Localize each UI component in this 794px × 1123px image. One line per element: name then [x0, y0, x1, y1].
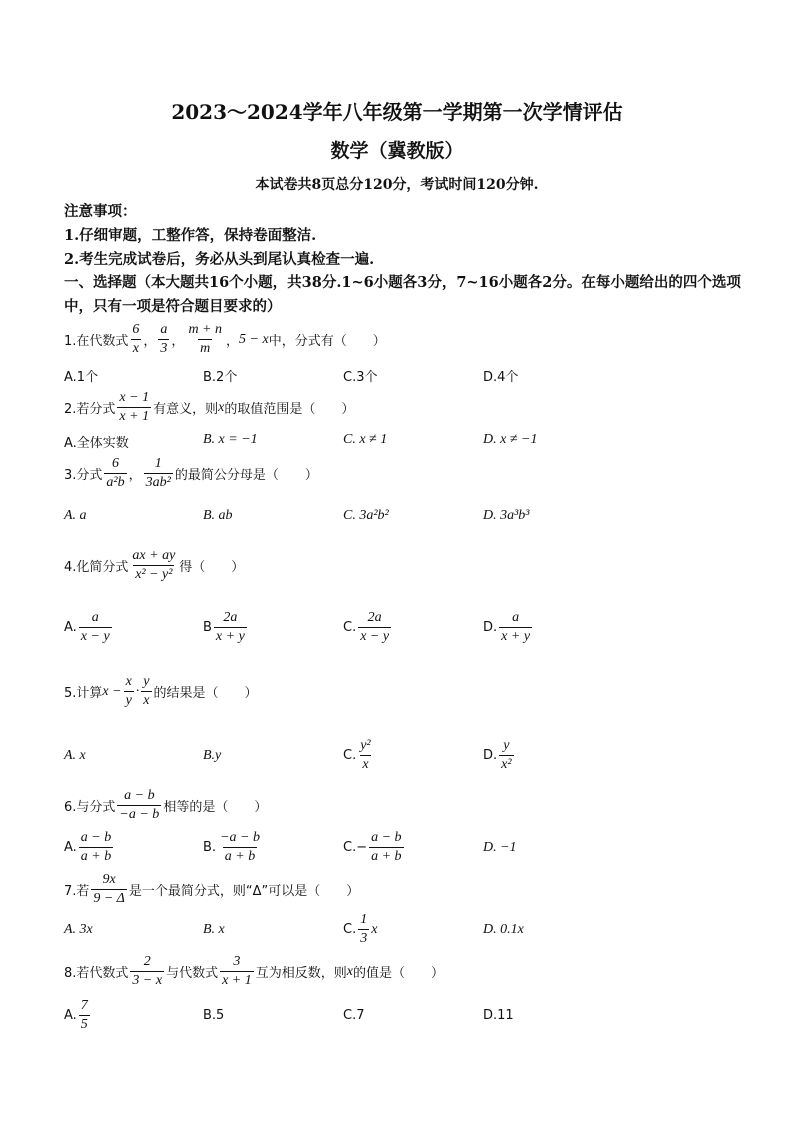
option-b[interactable]: B.2个: [203, 370, 238, 385]
option-c[interactable]: C. $\frac{\text{y²}}{x}$: [343, 738, 371, 772]
fraction: $\frac{a - b}{-a - b}$: [119, 788, 160, 822]
fraction: $\frac{9x}{9 - \Delta}$: [93, 872, 125, 906]
question-5: 5.计算 x − $\frac{x}{y}$ · $\frac{y}{x}$ 的结果是（ ）: [64, 674, 258, 708]
fraction: $\frac{m + n}{m}$: [188, 322, 222, 356]
fraction: $\frac{ax + ay}{\text{x² − y²}}$: [132, 548, 176, 582]
option-b[interactable]: B. $\frac{-a - b}{a + b}$: [203, 830, 260, 864]
option-c[interactable]: C. 3a²b²: [343, 508, 389, 523]
question-8: 8.若代数式 $\frac{2}{3 - x}$ 与代数式 $\frac{3}{x + 1}$ 互为相反数，则 x 的值是（ ）: [64, 954, 445, 988]
exam-title: 2023～2024学年八年级第一学期第一次学情评估: [171, 100, 623, 124]
option-a[interactable]: A. 3x: [64, 922, 93, 937]
option-b[interactable]: B. ab: [203, 508, 233, 523]
option-b[interactable]: B $\frac{2a}{x + y}$: [203, 610, 245, 644]
exam-info: 本试卷共8页总分120分，考试时间120分钟.: [255, 177, 539, 193]
option-a[interactable]: A.全体实数: [64, 436, 129, 451]
fraction: $\frac{6}{\text{a²b}}$: [106, 456, 125, 490]
option-d[interactable]: D. 3a³b³: [483, 508, 530, 523]
question-text: 1.在代数式: [64, 334, 129, 349]
option-d[interactable]: D.11: [483, 1008, 514, 1023]
fraction: $\frac{a}{3}$: [160, 322, 168, 356]
notice-item-2: 2.考生完成试卷后，务必从头到尾认真检查一遍.: [64, 251, 375, 268]
option-c[interactable]: C.3个: [343, 370, 378, 385]
question-2: 2.若分式 $\frac{x - 1}{x + 1}$ 有意义，则 x 的取值范围是（ ）: [64, 390, 355, 424]
option-d[interactable]: D. 0.1x: [483, 922, 524, 937]
option-b[interactable]: B. x = −1: [203, 432, 258, 447]
fraction: $\frac{x}{y}$: [125, 674, 132, 708]
option-d[interactable]: D.4个: [483, 370, 519, 385]
option-a[interactable]: A. x: [64, 748, 86, 763]
fraction: $\frac{x - 1}{x + 1}$: [119, 390, 150, 424]
option-b[interactable]: B. x: [203, 922, 225, 937]
section-heading: 一、选择题（本大题共16个小题，共38分.1~6小题各3分，7~16小题各2分。在每小题给出的四个选项中，只有一项是符合题目要求的）: [64, 274, 741, 315]
option-a[interactable]: A.1个: [64, 370, 99, 385]
option-c[interactable]: C. $\frac{2a}{x - y}$: [343, 610, 390, 644]
option-b[interactable]: B.y: [203, 748, 222, 763]
question-7: 7.若 $\frac{9x}{9 - \Delta}$ 是一个最简分式，则“Δ”可以是（ ）: [64, 872, 360, 906]
option-a[interactable]: A. $\frac{a}{x - y}$: [64, 610, 110, 644]
exam-subtitle: 数学（冀教版）: [330, 140, 464, 162]
option-a[interactable]: A. $\frac{7}{5}$: [64, 998, 88, 1032]
option-d[interactable]: D. x ≠ −1: [483, 432, 538, 447]
option-a[interactable]: A. $\frac{a - b}{a + b}$: [64, 830, 112, 864]
question-4: 4.化简分式 $\frac{ax + ay}{\text{x² − y²}}$ 得（ ）: [64, 548, 245, 582]
option-c[interactable]: C.7: [343, 1008, 365, 1023]
notice-item-1: 1.仔细审题，工整作答，保持卷面整洁.: [64, 227, 317, 244]
fraction: $\frac{6}{x}$: [132, 322, 140, 356]
fraction: $\frac{3}{x + 1}$: [222, 954, 252, 988]
notice-heading: 注意事项：: [64, 203, 137, 220]
option-b[interactable]: B.5: [203, 1008, 225, 1023]
fraction: $\frac{1}{\text{3ab²}}$: [145, 456, 171, 490]
question-1: 1.在代数式 $\frac{6}{x}$ ， $\frac{a}{3}$ ， $\frac{m + n}{m}$ ， 5 − x 中，分式有（ ）: [64, 322, 386, 356]
option-c[interactable]: C.− $\frac{a - b}{a + b}$: [343, 830, 402, 864]
option-c[interactable]: C. $\frac{1}{3}$ x: [343, 912, 378, 946]
option-d[interactable]: D. $\frac{y}{\text{x²}}$: [483, 738, 512, 772]
option-a[interactable]: A. a: [64, 508, 87, 523]
option-d[interactable]: D. $\frac{a}{x + y}$: [483, 610, 531, 644]
fraction: $\frac{y}{x}$: [143, 674, 150, 708]
math-expression: 5 − x: [239, 331, 269, 347]
fraction: $\frac{2}{3 - x}$: [132, 954, 163, 988]
option-d[interactable]: D. −1: [483, 840, 517, 855]
option-c[interactable]: C. x ≠ 1: [343, 432, 388, 447]
question-6: 6.与分式 $\frac{a - b}{-a - b}$ 相等的是（ ）: [64, 788, 268, 822]
question-3: 3.分式 $\frac{6}{\text{a²b}}$ ， $\frac{1}{\text{3ab²}}$ 的最简公分母是（ ）: [64, 456, 318, 490]
